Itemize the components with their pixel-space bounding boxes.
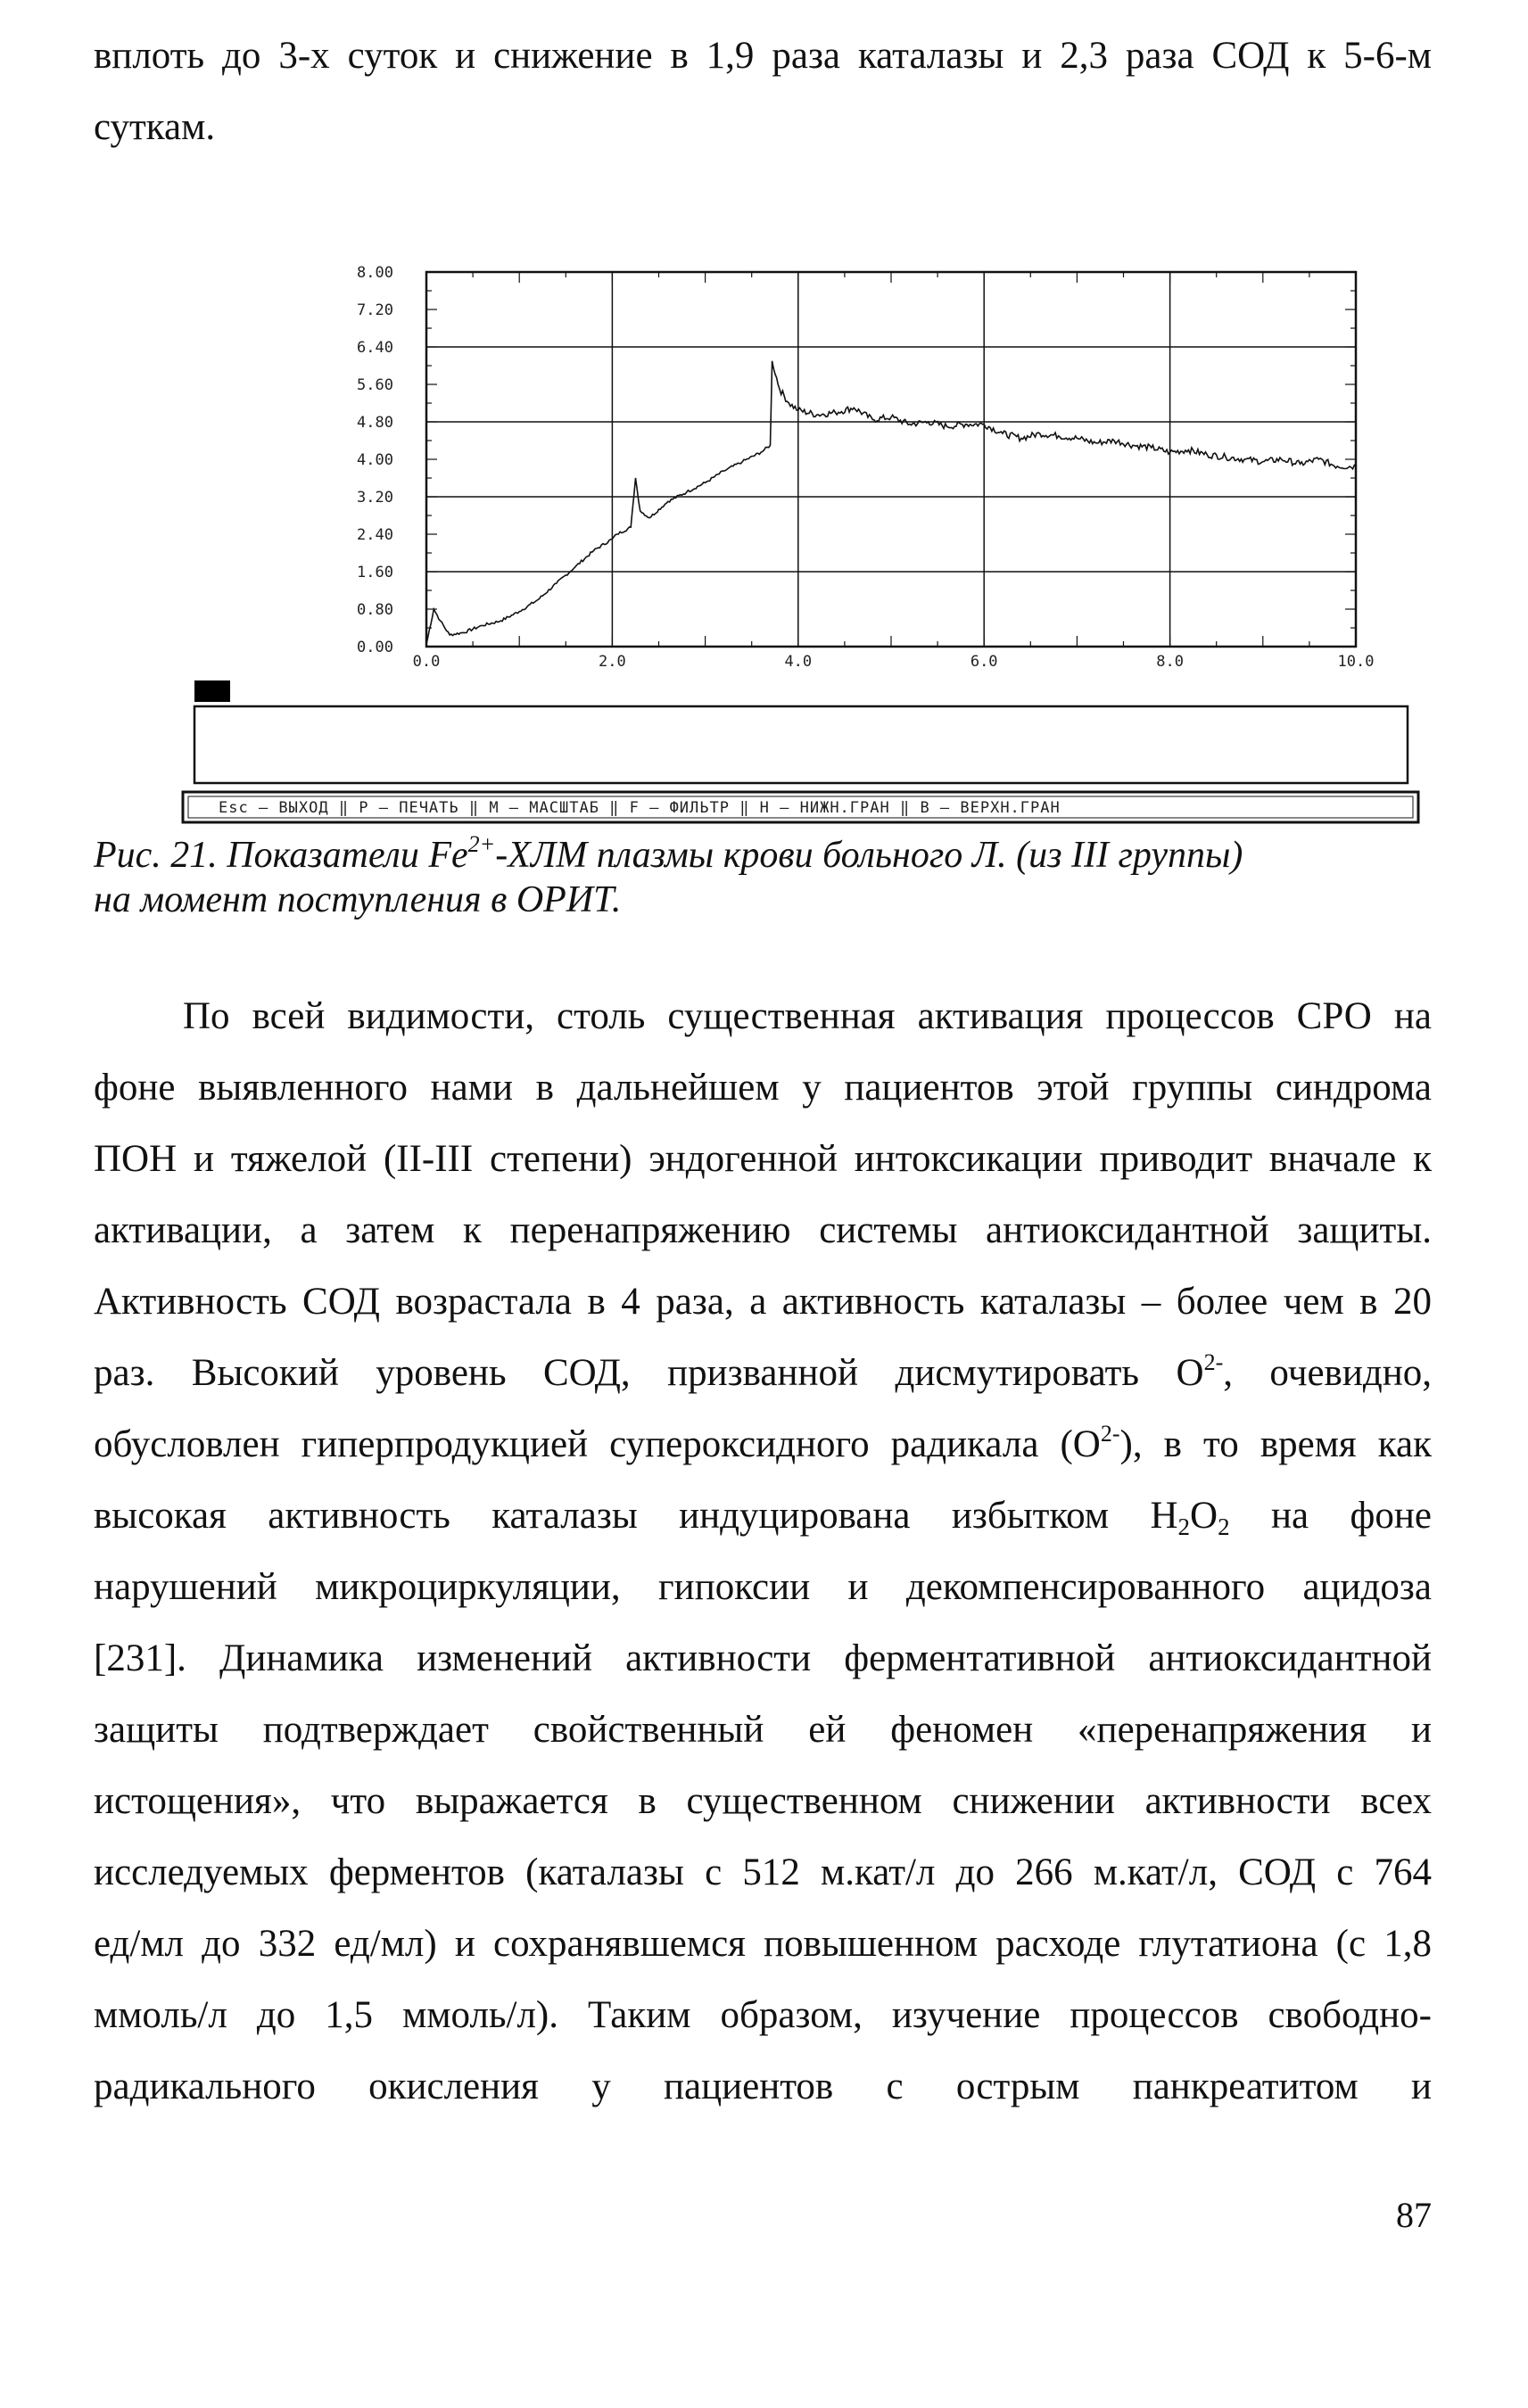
- x-tick-label: 8.0: [1156, 653, 1184, 671]
- x-tick-label: 4.0: [784, 653, 813, 671]
- x-tick-label: 2.0: [599, 653, 626, 671]
- text-line: [231]. Динамика изменений активности ферментативной антиоксидантной: [94, 1637, 1432, 1679]
- y-tick-label: 5.60: [357, 376, 393, 394]
- text-line: [94, 1423, 1432, 1467]
- text-line: исследуемых ферментов (каталазы с 512 м.кат/л до 266 м.кат/л, СОД с 764: [94, 1851, 1432, 1893]
- text-line: фоне выявленного нами в дальнейшем у пациентов этой группы синдрома: [94, 1067, 1432, 1109]
- text-fragment: раз. Высокий уровень СОД, призванной дисмутировать О: [94, 1352, 1204, 1394]
- y-tick-label: 0.80: [357, 601, 393, 619]
- x-tick-label: 0.0: [412, 653, 441, 671]
- caption-text: -ХЛМ плазмы крови больного Л. (из III группы): [495, 835, 1243, 876]
- plot-frame: [426, 272, 1356, 647]
- text-fragment: О: [1190, 1495, 1218, 1537]
- figure-caption: [94, 831, 1432, 877]
- y-tick-label: 4.00: [357, 451, 393, 469]
- text-fragment: высокая активность каталазы индуцирована избытком Н: [94, 1495, 1178, 1537]
- text-line: вплоть до 3-х суток и снижение в 1,9 раза каталазы и 2,3 раза СОД к 5-6-м: [94, 35, 1432, 77]
- text-line: [94, 1494, 1432, 1538]
- y-tick-label: 3.20: [357, 489, 393, 507]
- caption-superscript: 2+: [467, 831, 496, 857]
- series-line: [426, 361, 1356, 645]
- info-panel: [194, 706, 1408, 783]
- subscript: 2: [1177, 1513, 1191, 1540]
- text-line: активации, а затем к перенапряжению системы антиоксидантной защиты.: [94, 1209, 1432, 1251]
- y-tick-label: 6.40: [357, 339, 393, 357]
- text-line: ПОН и тяжелой (II-III степени) эндогенной интоксикации приводит вначале к: [94, 1138, 1432, 1180]
- chemiluminescence-chart: [0, 0, 1528, 856]
- text-line: радикального окисления у пациентов с острым панкреатитом и: [94, 2066, 1432, 2107]
- superscript: 2-: [1100, 1421, 1120, 1447]
- caption-text: Рис. 21. Показатели Fe: [94, 835, 468, 876]
- y-tick-label: 0.00: [357, 639, 393, 656]
- text-line: По всей видимости, столь существенная активация процессов СРО на: [183, 995, 1432, 1037]
- y-tick-label: 7.20: [357, 301, 393, 319]
- text-line: нарушений микроциркуляции, гипоксии и декомпенсированного ацидоза: [94, 1566, 1432, 1608]
- subscript: 2: [1218, 1513, 1230, 1540]
- figure-caption-line2: на момент поступления в ОРИТ.: [94, 879, 622, 920]
- page-number: 87: [1396, 2195, 1432, 2235]
- y-tick-label: 2.40: [357, 526, 393, 544]
- superscript: 2-: [1203, 1349, 1224, 1375]
- x-tick-label: 6.0: [970, 653, 998, 671]
- text-fragment: обусловлен гиперпродукцией супероксидного радикала (О: [94, 1423, 1101, 1465]
- text-line: [94, 1351, 1432, 1396]
- menu-bar-text: Esc – ВЫХОД ‖ P – ПЕЧАТЬ ‖ M – МАСШТАБ ‖ F – ФИЛЬТР ‖ H – НИЖН.ГРАН ‖ B – ВЕРХН.ГРАН: [219, 799, 1061, 817]
- text-line: ед/мл до 332 ед/мл) и сохранявшемся повышенном расходе глутатиона (с 1,8: [94, 1923, 1432, 1965]
- y-tick-label: 1.60: [357, 564, 393, 581]
- status-block: [194, 680, 230, 702]
- text-line: суткам.: [94, 106, 216, 148]
- y-tick-label: 8.00: [357, 264, 393, 282]
- text-fragment: на фоне: [1229, 1495, 1433, 1537]
- text-line: защиты подтверждает свойственный ей феномен «перенапряжения и: [94, 1709, 1432, 1751]
- text-line: истощения», что выражается в существенном снижении активности всех: [94, 1780, 1432, 1822]
- text-line: ммоль/л до 1,5 ммоль/л). Таким образом, изучение процессов свободно-: [94, 1994, 1432, 2036]
- text-line: Активность СОД возрастала в 4 раза, а активность каталазы – более чем в 20: [94, 1281, 1432, 1323]
- text-fragment: , очевидно,: [1223, 1352, 1432, 1394]
- text-fragment: ), в то время как: [1119, 1423, 1432, 1465]
- y-tick-label: 4.80: [357, 414, 393, 432]
- x-tick-label: 10.0: [1337, 653, 1375, 671]
